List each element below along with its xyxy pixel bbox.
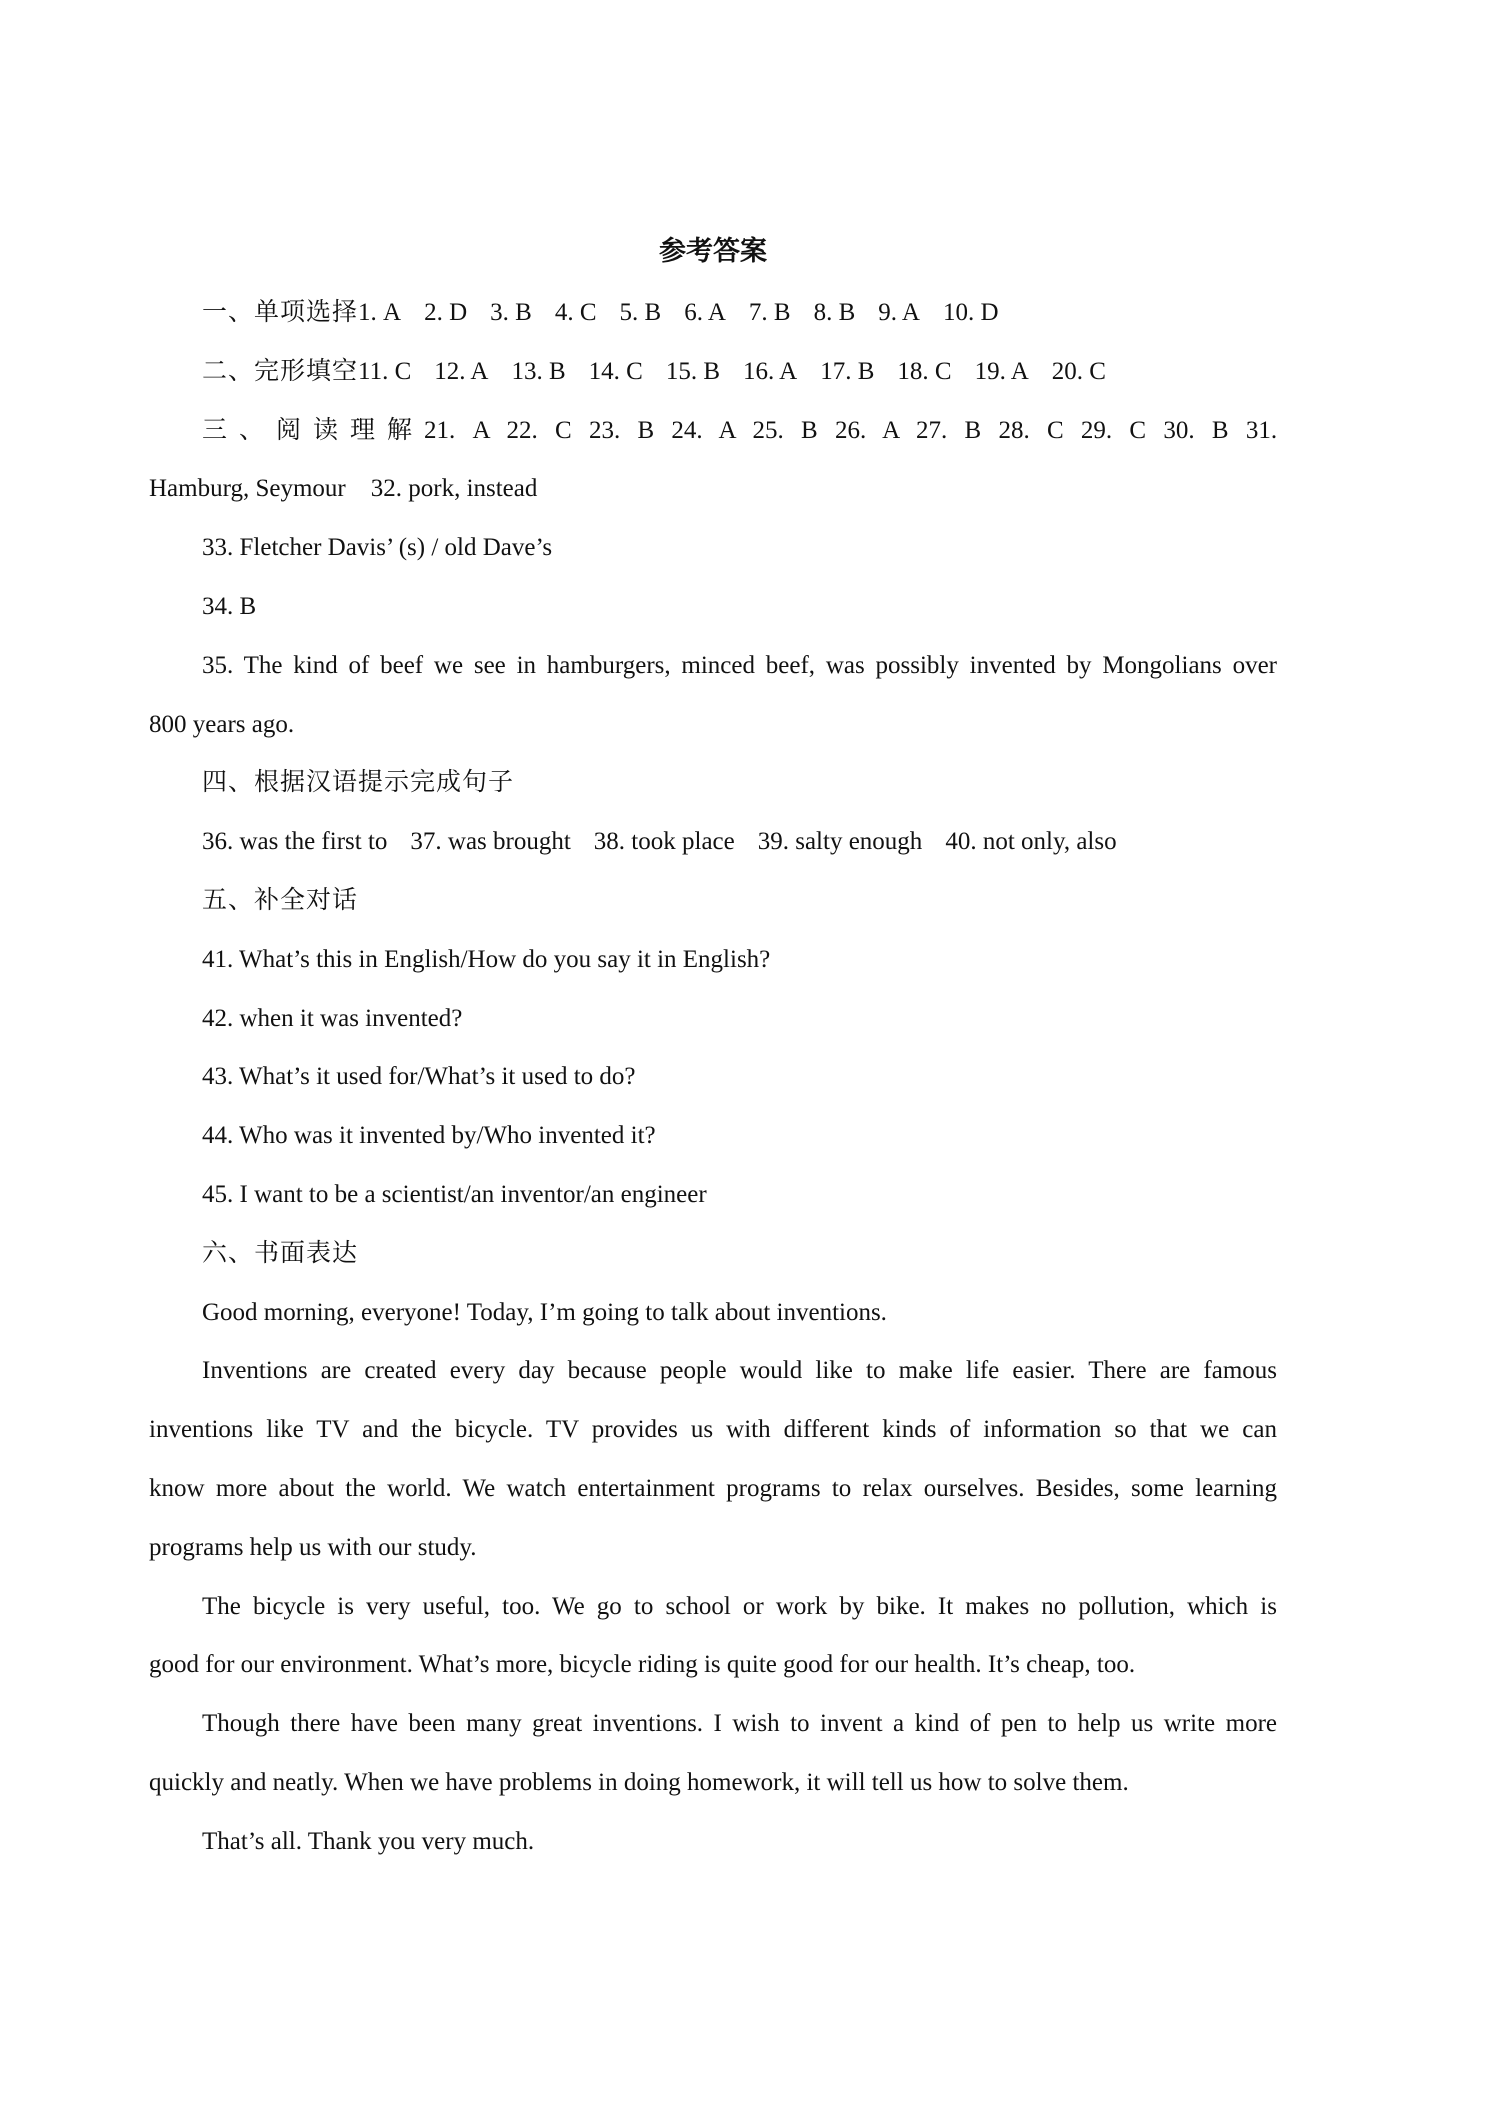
answer-line: 43. What’s it used for/What’s it used to do?: [202, 1063, 636, 1091]
answer: 2. D: [424, 299, 468, 326]
answer: 36. was the first to: [202, 828, 388, 856]
answer: 11. C: [358, 357, 412, 385]
section-multiple-choice: [149, 284, 1277, 343]
answer: 31.: [1245, 416, 1278, 444]
answer: 30. B: [1163, 416, 1229, 444]
essay-line: Inventions are created every day because people would like to make life easier. There are famous: [202, 1357, 1277, 1385]
section-heading: 二、完形填空: [202, 357, 359, 385]
answer: 3. B: [490, 299, 532, 326]
answer: 19. A: [974, 357, 1029, 385]
essay-line: The bicycle is very useful, too. We go to school or work by bike. It makes no pollution, which is: [202, 1592, 1277, 1620]
section-heading: 一、单项选择: [202, 299, 359, 326]
answer-line: 41. What’s this in English/How do you say it in English?: [202, 945, 771, 973]
answer: 5. B: [619, 299, 662, 326]
section-heading: 六、书面表达: [202, 1239, 359, 1267]
answer-line: 45. I want to be a scientist/an inventor/an engineer: [202, 1180, 707, 1208]
answer-line: 42. when it was invented?: [202, 1004, 463, 1032]
answer: 4. C: [554, 299, 597, 326]
answer-line: Hamburg, Seymour 32. pork, instead: [149, 475, 538, 503]
section-reading: [149, 402, 1277, 461]
essay-line: Though there have been many great inventions. I wish to invent a kind of pen to help us write more: [202, 1710, 1277, 1738]
essay-line: programs help us with our study.: [149, 1533, 477, 1561]
essay-paragraph: Good morning, everyone! Today, I’m going to talk about inventions.: [202, 1298, 887, 1326]
answer: 16. A: [743, 357, 798, 385]
answer-sheet: [149, 226, 1277, 1872]
answer: 24. A: [671, 416, 736, 444]
answer: 40. not only, also: [945, 828, 1117, 856]
answer: 23. B: [588, 416, 655, 444]
answer: 7. B: [748, 299, 791, 326]
section-sentence-completion: [149, 813, 1277, 872]
section-heading: 三、阅读理解: [202, 416, 425, 444]
answer-line: 35. The kind of beef we see in hamburgers, minced beef, was possibly invented by Mongolians over: [202, 651, 1277, 679]
answer: 29. C: [1080, 416, 1147, 444]
answer: 39. salty enough: [757, 828, 923, 856]
answer: 38. took place: [593, 828, 735, 856]
section-heading: 五、补全对话: [202, 886, 359, 914]
essay-line: good for our environment. What’s more, bicycle riding is quite good for our health. It’s cheap, too.: [149, 1651, 1136, 1679]
essay-line: know more about the world. We watch entertainment programs to relax ourselves. Besides, some learning: [149, 1474, 1277, 1502]
answer: 6. A: [684, 299, 726, 326]
answer: 20. C: [1051, 357, 1106, 385]
answer: 28. C: [998, 416, 1064, 444]
page-title: 参考答案: [659, 236, 767, 266]
answer: 15. B: [665, 357, 721, 385]
answer: 14. C: [588, 357, 643, 385]
answer: 17. B: [820, 357, 875, 385]
section-cloze: [149, 343, 1277, 402]
answer: 8. B: [813, 299, 856, 326]
essay-paragraph: That’s all. Thank you very much.: [202, 1827, 535, 1855]
answer: 26. A: [834, 416, 899, 444]
answer-line: 44. Who was it invented by/Who invented it?: [202, 1122, 656, 1150]
essay-line: quickly and neatly. When we have problems in doing homework, it will tell us how to solve them.: [149, 1768, 1129, 1796]
answer: 18. C: [897, 357, 952, 385]
answer: 25. B: [752, 416, 818, 444]
answer: 37. was brought: [410, 828, 571, 856]
answer: 22. C: [506, 416, 572, 444]
answer: 12. A: [434, 357, 489, 385]
answer-line: 800 years ago.: [149, 710, 295, 738]
answer: 1. A: [358, 299, 402, 326]
answer: 13. B: [511, 357, 566, 385]
answer: 21. A: [424, 416, 490, 444]
answer: 9. A: [878, 299, 920, 326]
essay-line: inventions like TV and the bicycle. TV provides us with different kinds of information so that we can: [149, 1416, 1277, 1444]
answer-line: 33. Fletcher Davis’ (s) / old Dave’s: [202, 534, 553, 562]
answer-line: 34. B: [202, 592, 257, 620]
answer: 10. D: [942, 299, 999, 326]
section-heading: 四、根据汉语提示完成句子: [202, 769, 515, 797]
answer: 27. B: [916, 416, 982, 444]
